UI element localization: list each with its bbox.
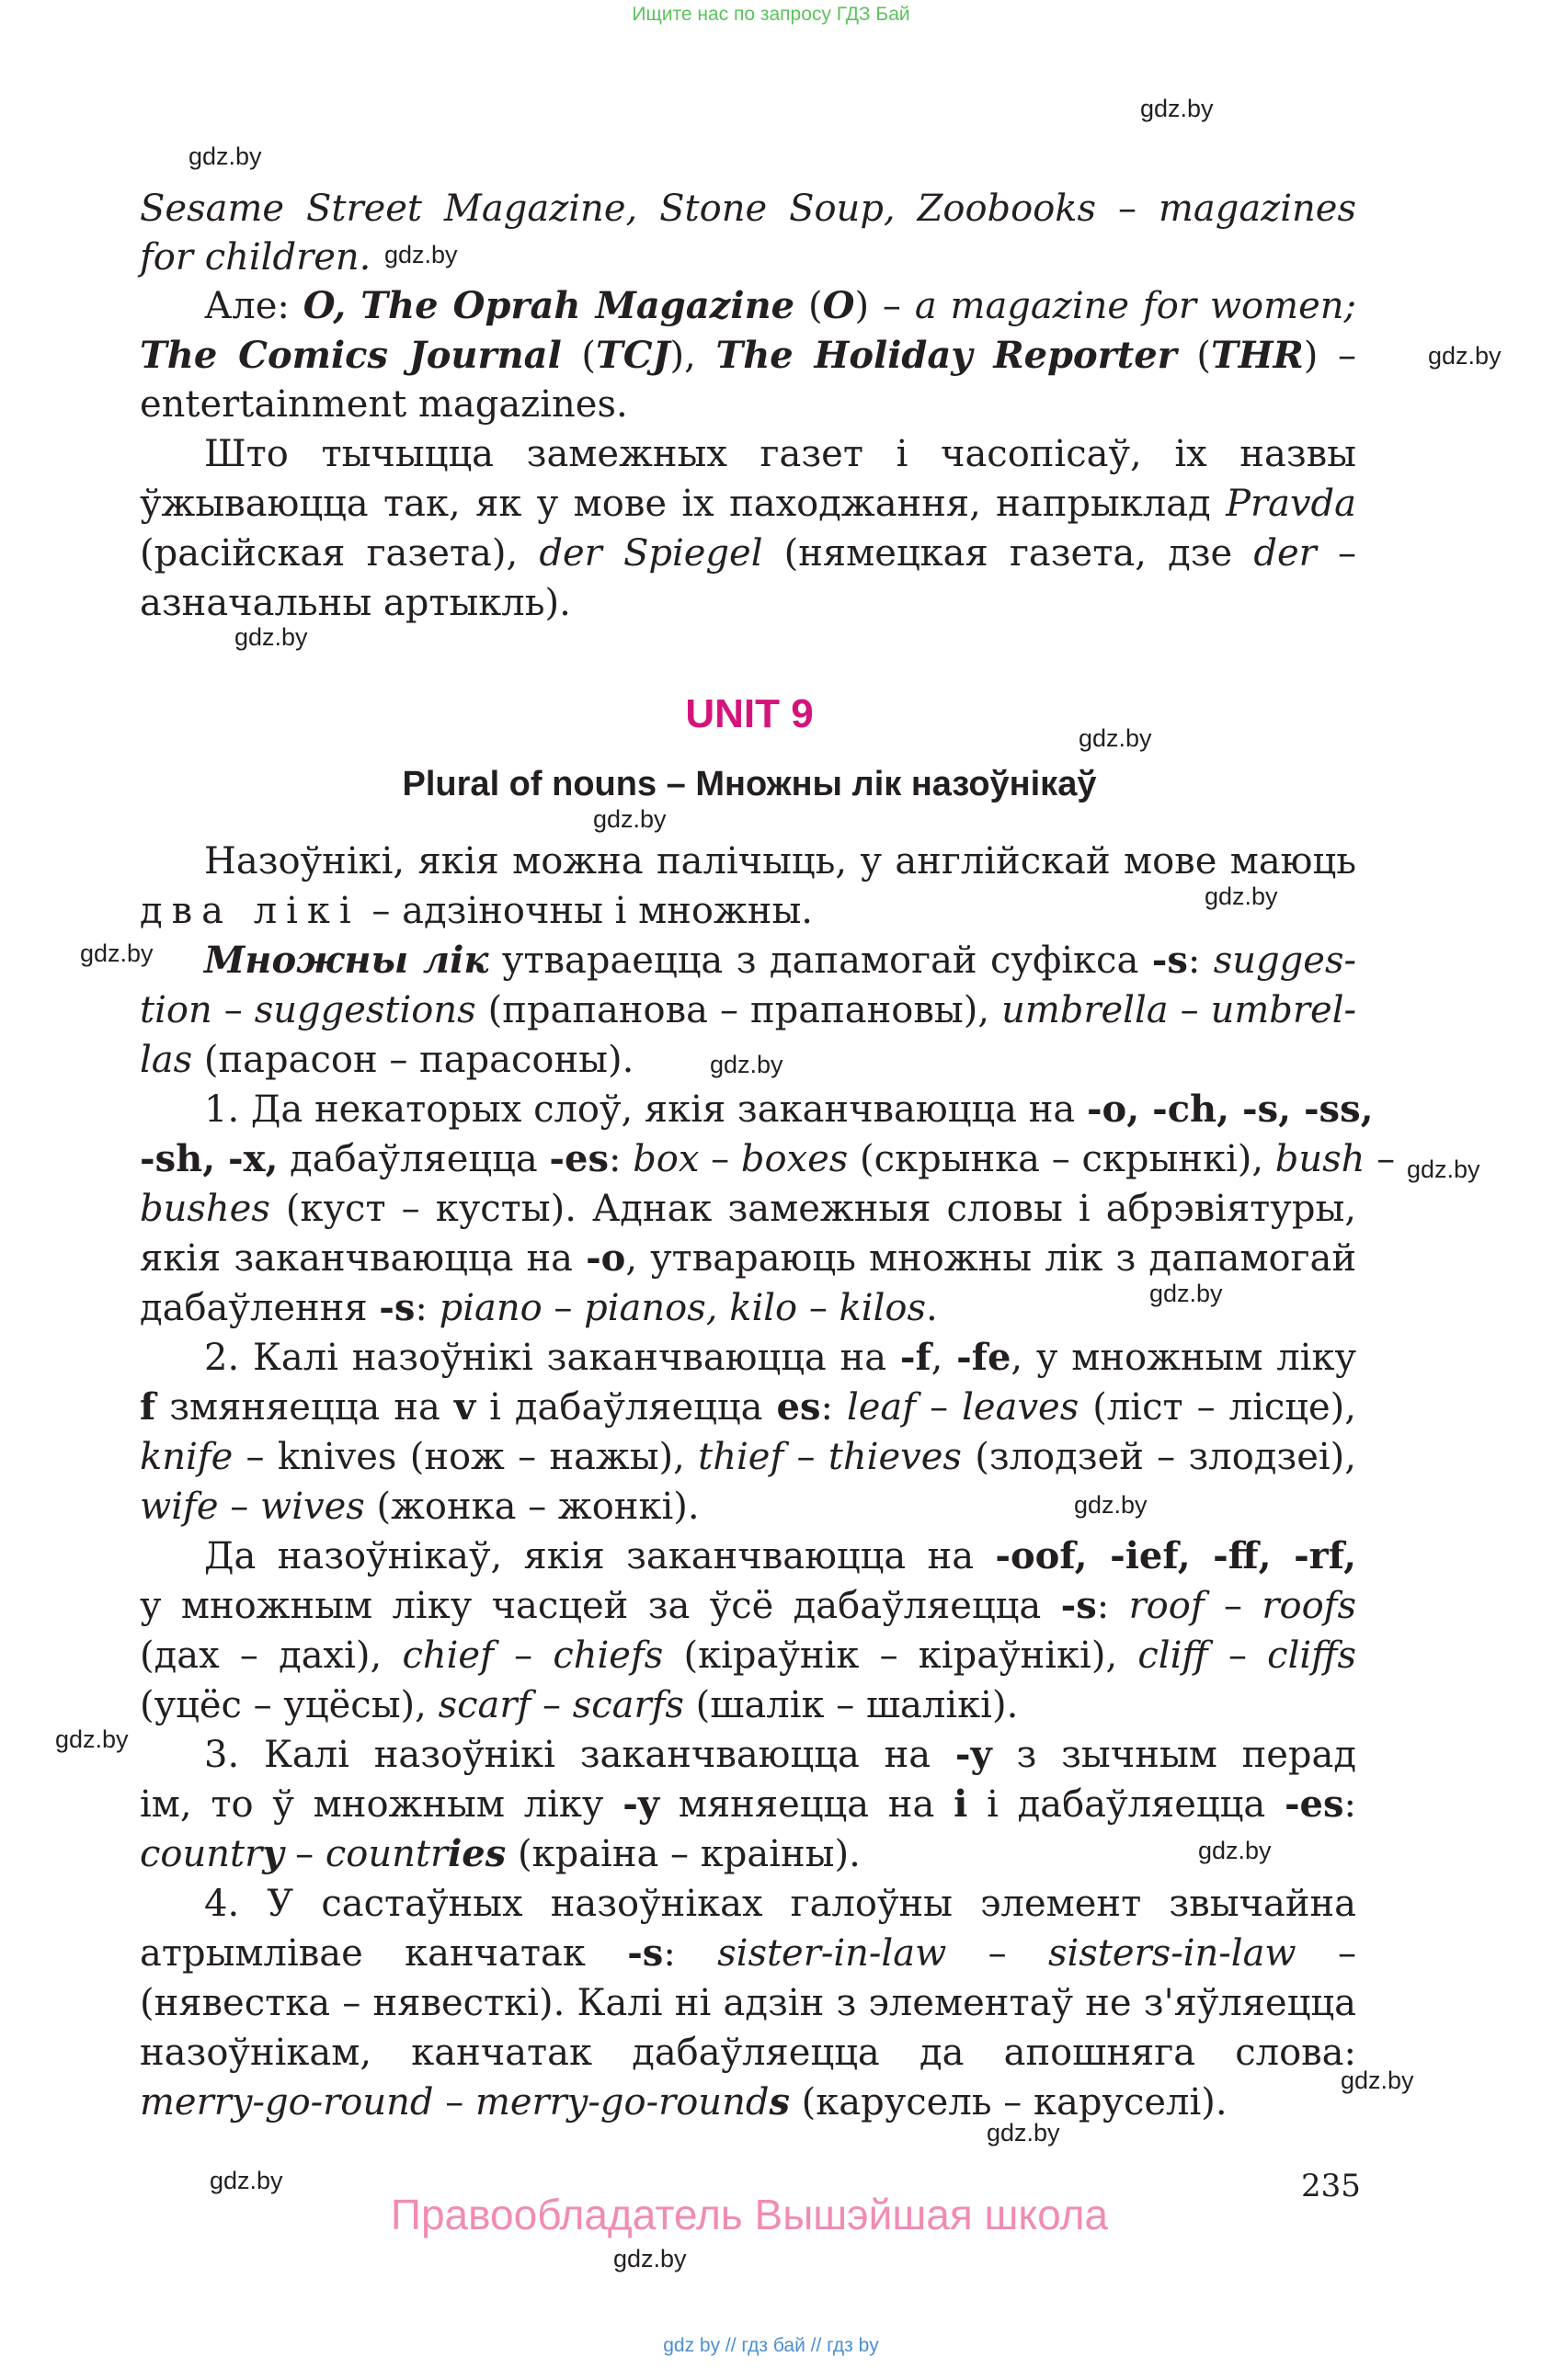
text-line: 4. У састаўных назоўніках галоўны элемент звычайна [204, 1883, 1356, 1925]
watermark: gdz.by [1149, 1280, 1223, 1307]
rights-holder: Правообладатель Вышэйшая школа [390, 2191, 1109, 2238]
top-note-link[interactable]: Ищите нас по запросу ГДЗ Бай [632, 4, 910, 25]
text-line: (дах – дахі), chief – chiefs (кіраўнік – кіраўнікі), cliff – cliffs [140, 1634, 1357, 1677]
text-line: Назоўнікі, якія можна палічыць, у англійскай мове маюць [204, 840, 1356, 883]
text-line: 1. Да некаторых слоў, якія заканчваюцца на -o, -ch, -s, -ss, [204, 1088, 1374, 1131]
unit-subtitle: Plural of nouns – Множны лік назоўнікаў [402, 765, 1097, 803]
text-line: merry-go-round – merry-go-rounds (карусель – каруселі). [140, 2080, 1228, 2124]
text-line: (расійская газета), der Spiegel (нямецкая газета, дзе der – [140, 532, 1356, 575]
watermark: gdz.by [188, 142, 262, 170]
watermark: gdz.by [1074, 1491, 1148, 1519]
watermark: gdz.by [1341, 2067, 1414, 2094]
watermark: gdz.by [1079, 724, 1152, 752]
text-line: f змяняецца на v і дабаўляецца es: leaf – leaves (ліст – лісце), [140, 1385, 1356, 1429]
watermark: gdz.by [210, 2167, 283, 2194]
text-line: for children. [140, 236, 371, 279]
text-line: 3. Калі назоўнікі заканчваюцца на -y з зычным перад [204, 1733, 1356, 1776]
watermark: gdz.by [593, 805, 667, 833]
page-number: 235 [1301, 2168, 1361, 2204]
text-line: bushes (куст – кусты). Аднак замежныя словы і абрэвіятуры, [140, 1188, 1356, 1230]
text-line: (уцёс – уцёсы), scarf – scarfs (шалік – шалікі). [140, 1684, 1019, 1726]
text-line: wife – wives (жонка – жонкі). [140, 1486, 700, 1528]
watermark: gdz.by [710, 1051, 783, 1078]
watermark: gdz.by [80, 939, 154, 967]
text-line: у множным ліку часцей за ўсё дабаўляецца -s: roof – roofs [140, 1584, 1356, 1627]
text-line: азначальны артыкль). [140, 582, 571, 624]
text-line: knife – knives (нож – нажы), thief – thieves (злодзей – злодзеі), [140, 1436, 1357, 1478]
text-line: назоўнікам, канчатак дабаўляецца да апошняга слова: [140, 2032, 1356, 2074]
footer-links[interactable]: gdz by // гдз бай // гдз by [663, 2335, 879, 2356]
text-line: Але: O, The Oprah Magazine (O) – a magazine for women; [204, 284, 1356, 327]
watermark: gdz.by [234, 623, 308, 651]
text-line: дабаўлення -s: piano – pianos, kilo – kilos. [140, 1286, 938, 1329]
watermark: gdz.by [987, 2119, 1060, 2147]
watermark: gdz.by [1205, 883, 1278, 910]
text-line: ўжываюцца так, як у мове іх паходжання, напрыклад Pravda [140, 483, 1356, 525]
text-line: Sesame Street Magazine, Stone Soup, Zoobooks – magazines [140, 188, 1356, 230]
text-line: The Comics Journal (TCJ), The Holiday Reporter (THR) – [140, 334, 1356, 377]
text-line: country – countries (краіна – краіны). [140, 1832, 861, 1875]
watermark: gdz.by [613, 2245, 687, 2272]
text-line: 2. Калі назоўнікі заканчваюцца на -f, -fe, у множным ліку [204, 1336, 1356, 1379]
watermark: gdz.by [1198, 1837, 1272, 1864]
watermark: gdz.by [1407, 1156, 1480, 1183]
text-line: tion – suggestions (прапанова – прапановы), umbrella – umbrel- [140, 989, 1357, 1031]
text-line: Што тычыцца замежных газет і часопісаў, іх назвы [204, 433, 1356, 475]
text-line: las (парасон – парасоны). [140, 1039, 634, 1081]
unit-title: UNIT 9 [685, 691, 814, 736]
watermark: gdz.by [1428, 342, 1502, 370]
watermark: gdz.by [384, 241, 458, 268]
text-line: Множны лік утвараецца з дапамогай суфікса -s: sugges- [204, 939, 1356, 982]
text-line: якія заканчваюцца на -o, утвараюць множны лік з дапамогай [140, 1236, 1356, 1280]
text-line: два лікі – адзіночны і множны. [140, 890, 814, 932]
text-line: entertainment magazines. [140, 383, 628, 426]
text-line: (нявестка – нявесткі). Калі ні адзін з элементаў не з'яўляецца [140, 1982, 1356, 2024]
text-line: ім, то ў множным ліку -y мяняецца на i і дабаўляецца -es: [140, 1782, 1357, 1826]
text-line: Да назоўнікаў, якія заканчваюцца на -oof, -ief, -ff, -rf, [204, 1534, 1356, 1577]
text-line: -sh, -x, дабаўляецца -es: box – boxes (скрынка – скрынкі), bush – [140, 1137, 1396, 1180]
watermark: gdz.by [1140, 95, 1214, 122]
text-line: атрымлівае канчатак -s: sister-in-law – sisters-in-law – [140, 1931, 1356, 1975]
watermark: gdz.by [55, 1725, 129, 1753]
